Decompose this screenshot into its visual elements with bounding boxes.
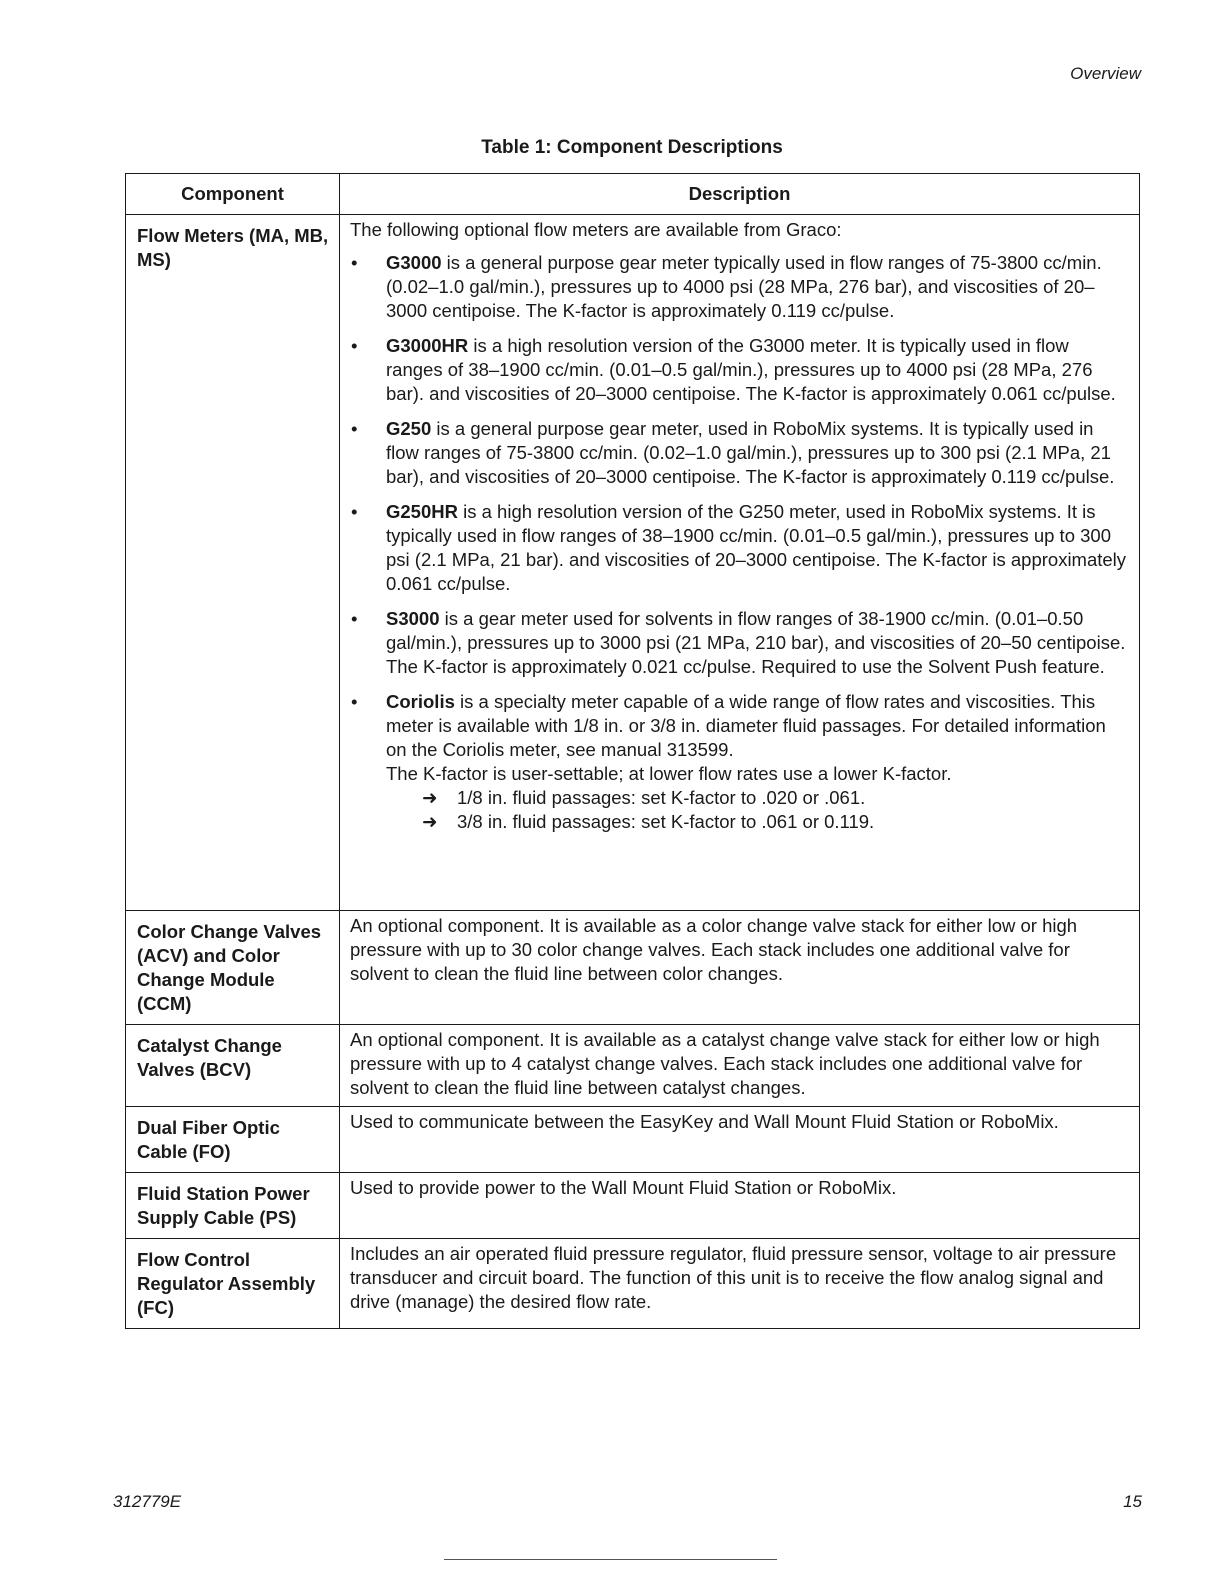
meter-description: is a general purpose gear meter, used in RoboMix systems. It is typically used in flow ranges of 75-3800 cc/min. (0.02–1.0 gal/min.), pressures up to 300 psi (2.1 MPa, 21 bar), and viscosities of 20–3000 centipoise. The K-factor is approximately 0.119 cc/pulse. xyxy=(386,418,1115,487)
meter-description: is a high resolution version of the G250 meter, used in RoboMix systems. It is typically used in flow ranges of 38–1900 cc/min. (0.01–0.5 gal/min.), pressures up to 300 psi (2.1 MPa, 21 bar). and viscosities of 20–3000 centipoise. The K-factor is approximately 0.061 cc/pulse. xyxy=(386,501,1127,594)
column-header-description: Description xyxy=(340,174,1140,215)
meter-description: is a high resolution version of the G3000 meter. It is typically used in flow ranges of 38–1900 cc/min. (0.01–0.5 gal/min.), pressures up to 4000 psi (28 MPa, 276 bar). and viscosities of 20–3000 centipoise. The K-factor is approximately 0.061 cc/pulse. xyxy=(386,335,1116,404)
list-item-g3000hr xyxy=(350,334,1129,406)
page-number: 15 xyxy=(1123,1492,1142,1511)
meter-name: S3000 xyxy=(386,608,440,629)
meter-description: is a specialty meter capable of a wide range of flow rates and viscosities. This meter is available with 1/8 in. or 3/8 in. diameter fluid passages. For detailed information on the Coriolis meter, see manual 313599. xyxy=(386,691,1106,760)
table-row-power-supply-cable xyxy=(126,1173,1140,1239)
table-row-flow-control-regulator xyxy=(126,1239,1140,1329)
meter-name: Coriolis xyxy=(386,691,455,712)
column-header-component: Component xyxy=(126,174,340,215)
description-cell: An optional component. It is available as a color change valve stack for either low or high pressure with up to 30 color change valves. Each stack includes one additional valve for solvent to clean the fluid line between color changes. xyxy=(340,911,1140,1025)
component-cell: Flow Meters (MA, MB, MS) xyxy=(126,215,340,911)
list-item-g3000 xyxy=(350,251,1129,323)
description-cell: Used to provide power to the Wall Mount Fluid Station or RoboMix. xyxy=(340,1173,1140,1239)
sub-list-item xyxy=(386,810,1129,834)
document-number: 312779E xyxy=(113,1492,182,1511)
sub-item-text: 3/8 in. fluid passages: set K-factor to .061 or 0.119. xyxy=(457,811,875,832)
flow-meter-list xyxy=(350,251,1129,834)
description-cell xyxy=(340,215,1140,911)
component-cell: Color Change Valves (ACV) and Color Change Module (CCM) xyxy=(126,911,340,1025)
meter-description: is a gear meter used for solvents in flow ranges of 38-1900 cc/min. (0.01–0.50 gal/min.), pressures up to 3000 psi (21 MPa, 210 bar), and viscosities of 20–50 centipoise. The K-factor is approximately 0.021 cc/pulse. Required to use the Solvent Push feature. xyxy=(386,608,1126,677)
bullet-icon: • xyxy=(351,252,358,273)
flow-meters-intro: The following optional flow meters are available from Graco: xyxy=(350,219,842,240)
arrow-icon: ➜ xyxy=(422,787,438,808)
arrow-icon: ➜ xyxy=(422,811,438,832)
description-cell: An optional component. It is available as a catalyst change valve stack for either low or high pressure with up to 4 catalyst change valves. Each stack includes one additional valve for solvent to clean the fluid line between catalyst changes. xyxy=(340,1025,1140,1107)
meter-name: G3000HR xyxy=(386,335,469,356)
table-row-color-change-valves xyxy=(126,911,1140,1025)
description-cell: Includes an air operated fluid pressure regulator, fluid pressure sensor, voltage to air pressure transducer and circuit board. The function of this unit is to receive the flow analog signal and drive (manage) the desired flow rate. xyxy=(340,1239,1140,1329)
running-head: Overview xyxy=(1070,64,1141,83)
bullet-icon: • xyxy=(351,418,358,439)
meter-name: G250 xyxy=(386,418,432,439)
meter-description: is a general purpose gear meter typically used in flow ranges of 75-3800 cc/min. (0.02–1.0 gal/min.), pressures up to 4000 psi (28 MPa, 276 bar), and viscosities of 20–3000 centipoise. The K-factor is approximately 0.119 cc/pulse. xyxy=(386,252,1102,321)
sub-list-item xyxy=(386,786,1129,810)
bullet-icon: • xyxy=(351,501,358,522)
table-row-flow-meters xyxy=(126,215,1140,911)
component-cell: Catalyst Change Valves (BCV) xyxy=(126,1025,340,1107)
component-cell: Fluid Station Power Supply Cable (PS) xyxy=(126,1173,340,1239)
bullet-icon: • xyxy=(351,608,358,629)
list-item-g250hr xyxy=(350,500,1129,596)
meter-name: G3000 xyxy=(386,252,442,273)
table-header-row xyxy=(126,174,1140,215)
list-item-s3000 xyxy=(350,607,1129,679)
sub-item-text: 1/8 in. fluid passages: set K-factor to .020 or .061. xyxy=(457,787,866,808)
description-cell: Used to communicate between the EasyKey and Wall Mount Fluid Station or RoboMix. xyxy=(340,1107,1140,1173)
bullet-icon: • xyxy=(351,335,358,356)
k-factor-sublist xyxy=(386,786,1129,834)
k-factor-note: The K-factor is user-settable; at lower flow rates use a lower K-factor. xyxy=(386,763,952,784)
table-row-catalyst-change-valves xyxy=(126,1025,1140,1107)
meter-name: G250HR xyxy=(386,501,458,522)
list-item-g250 xyxy=(350,417,1129,489)
table-row-dual-fiber-optic-cable xyxy=(126,1107,1140,1173)
component-descriptions-table xyxy=(125,173,1140,1329)
table-title: Table 1: Component Descriptions xyxy=(481,137,783,158)
component-cell: Dual Fiber Optic Cable (FO) xyxy=(126,1107,340,1173)
footer-divider xyxy=(444,1559,777,1560)
bullet-icon: • xyxy=(351,691,358,712)
component-cell: Flow Control Regulator Assembly (FC) xyxy=(126,1239,340,1329)
list-item-coriolis xyxy=(350,690,1129,834)
